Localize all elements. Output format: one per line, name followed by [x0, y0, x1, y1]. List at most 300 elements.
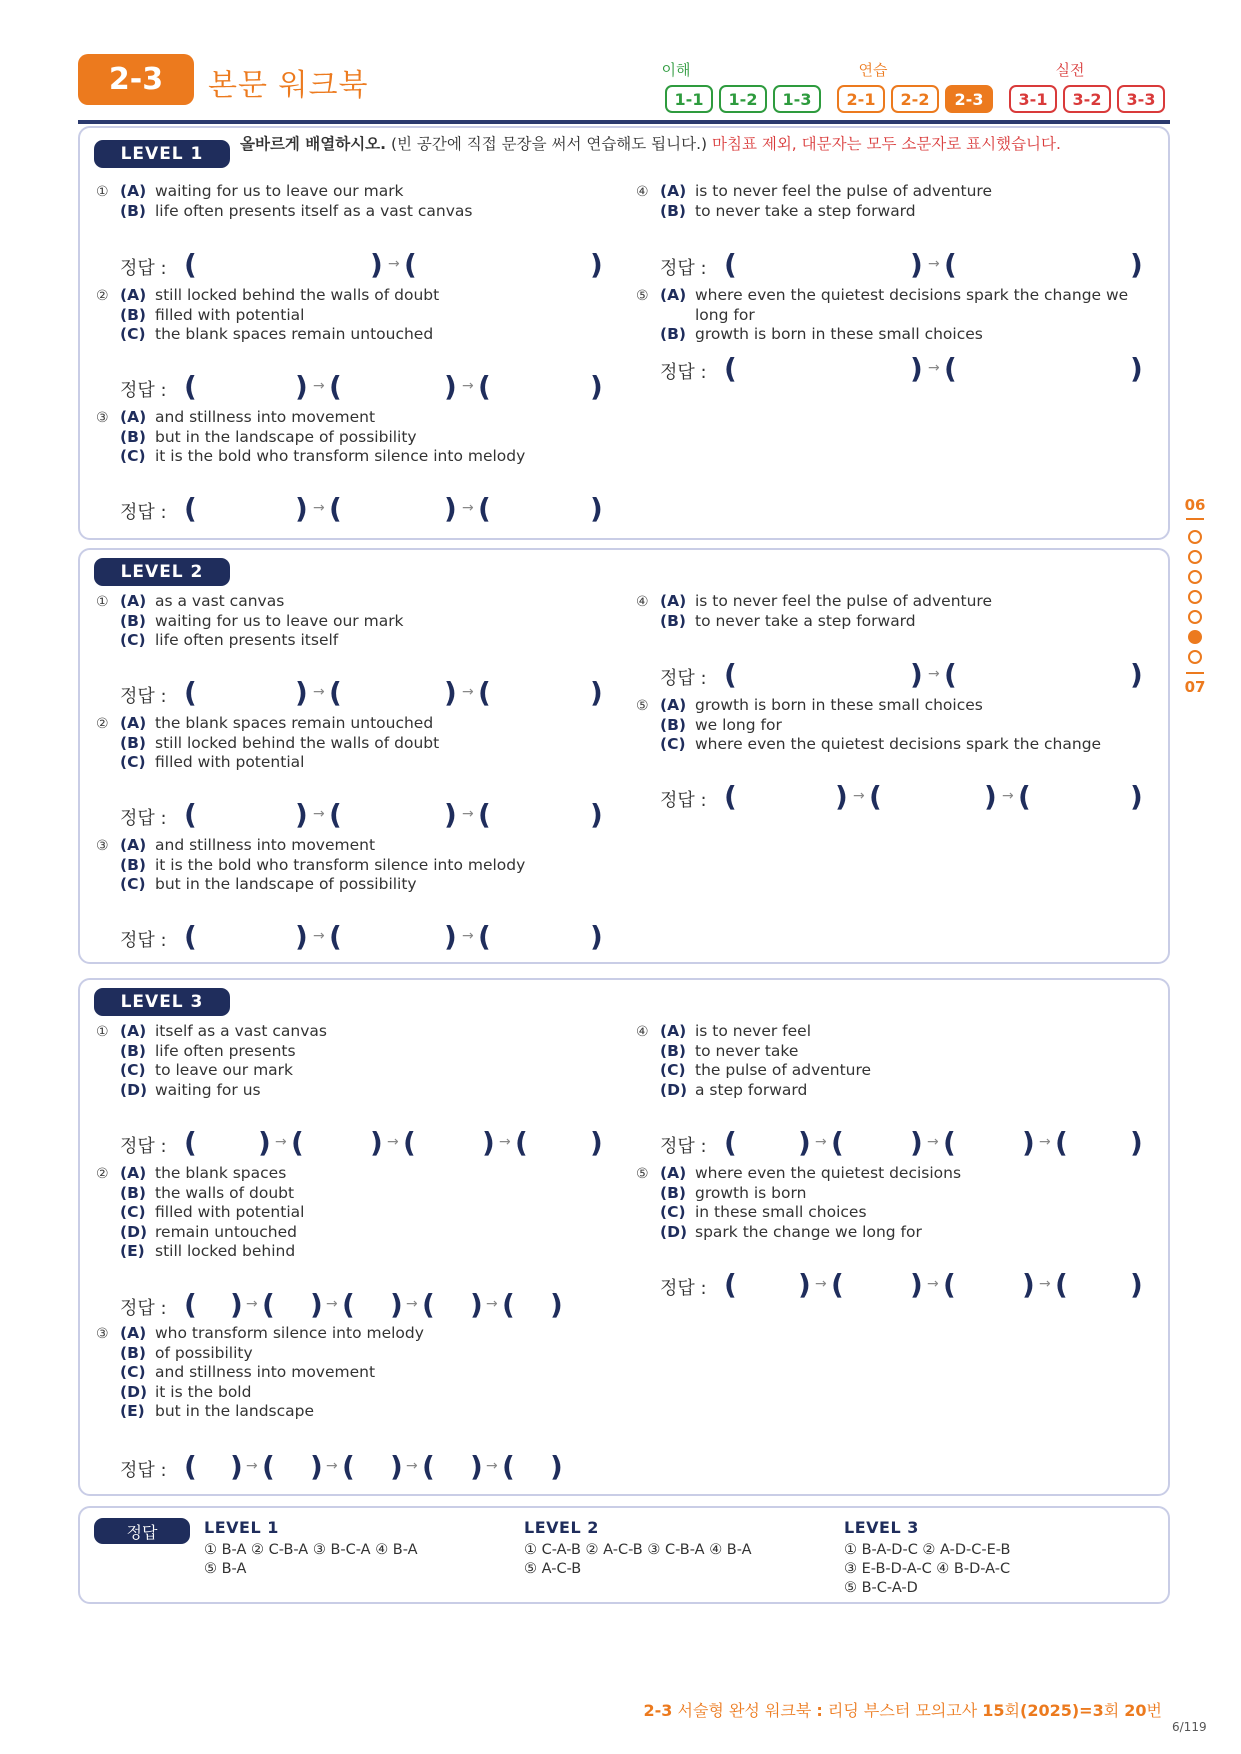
option-label: (C) [120, 1061, 146, 1079]
close-paren: ) [258, 1126, 271, 1159]
close-paren: ) [798, 1126, 811, 1159]
answer-label: 정답 : [660, 1136, 707, 1157]
option-text: it is the bold who transform silence into melody [155, 447, 526, 465]
question-number: ③ [96, 838, 109, 854]
tab-1-3[interactable]: 1-3 [773, 85, 821, 113]
close-paren: ) [590, 248, 603, 281]
tab-3-2[interactable]: 3-2 [1063, 85, 1111, 113]
option-text: to never take a step forward [695, 201, 916, 220]
option-text: but in the landscape of possibility [155, 427, 417, 446]
option-label: (B) [660, 325, 686, 343]
option-text: life often presents [155, 1041, 296, 1060]
option-text: is to never feel the pulse of adventure [695, 182, 993, 200]
arrow-icon: → [313, 500, 325, 516]
arrow-icon: → [313, 378, 325, 394]
question-number: ④ [636, 594, 649, 610]
question-number: ② [96, 288, 109, 304]
answer-key-line: ⑤ B-C-A-D [844, 1580, 918, 1596]
answer-label: 정답 : [660, 668, 707, 689]
close-paren: ) [470, 1450, 483, 1483]
arrow-icon: → [928, 360, 940, 376]
open-paren: ( [478, 492, 491, 525]
footer-section: 2-3 [643, 1701, 673, 1720]
answer-key-line: ① B-A-D-C ② A-D-C-E-B [844, 1542, 1011, 1558]
level-3-answer-3[interactable] [120, 1450, 580, 1484]
tab-2-2[interactable]: 2-2 [891, 85, 939, 113]
tab-2-3[interactable]: 2-3 [945, 85, 993, 113]
option-text: and stillness into movement [155, 1363, 376, 1381]
open-paren: ( [478, 920, 491, 953]
side-nav-divider [1186, 518, 1204, 520]
question-number: ② [96, 716, 109, 732]
level-3-answer-1[interactable] [120, 1126, 603, 1160]
option-text: filled with potential [155, 753, 305, 771]
open-paren: ( [724, 1126, 737, 1159]
close-paren: ) [590, 676, 603, 709]
option-text: and stillness into movement [155, 836, 376, 854]
option-text: waiting for us [155, 1080, 261, 1099]
option-text: still locked behind [155, 1242, 296, 1260]
close-paren: ) [1130, 1268, 1143, 1301]
close-paren: ) [444, 798, 457, 831]
category-label-real: 실전 [1055, 61, 1085, 79]
option-label: (C) [120, 1363, 146, 1381]
level-3-answer-5[interactable] [660, 1268, 1143, 1302]
answer-key-level-3 [844, 1518, 1144, 1598]
answer-label: 정답 : [120, 808, 167, 829]
close-paren: ) [910, 1126, 923, 1159]
option-label: (B) [120, 201, 146, 220]
answer-key-section [78, 1506, 1170, 1604]
close-paren: ) [295, 798, 308, 831]
option-text: who transform silence into melody [155, 1324, 424, 1342]
open-paren: ( [502, 1288, 515, 1321]
option-text: but in the landscape [155, 1402, 315, 1420]
level-1-answer-1[interactable] [120, 248, 603, 282]
level-3-badge: LEVEL 3 [94, 988, 230, 1016]
open-paren: ( [422, 1450, 435, 1483]
open-paren: ( [943, 1126, 956, 1159]
arrow-icon: → [486, 1458, 498, 1474]
open-paren: ( [184, 798, 197, 831]
option-label: (A) [120, 592, 147, 610]
progress-dot[interactable] [1188, 530, 1202, 544]
open-paren: ( [831, 1126, 844, 1159]
tab-2-1[interactable]: 2-1 [837, 85, 885, 113]
open-paren: ( [342, 1450, 355, 1483]
option-text: growth is born in these small choices [695, 696, 983, 714]
level-3-answer-2[interactable] [120, 1288, 580, 1322]
option-label: (D) [660, 1080, 688, 1099]
question-number: ④ [636, 184, 649, 200]
option-label: (C) [660, 735, 686, 753]
level-1-answer-5[interactable] [660, 352, 1143, 386]
tab-1-2[interactable]: 1-2 [719, 85, 767, 113]
open-paren: ( [478, 370, 491, 403]
option-label: (A) [120, 1164, 147, 1182]
tab-1-1[interactable]: 1-1 [665, 85, 713, 113]
progress-dot[interactable] [1188, 610, 1202, 624]
option-label: (A) [120, 286, 147, 304]
footer-question-number: 20 [1124, 1701, 1147, 1720]
progress-dot-current[interactable] [1188, 630, 1202, 644]
footer-question-suffix: 번 [1146, 1701, 1162, 1720]
open-paren: ( [515, 1126, 528, 1159]
close-paren: ) [1022, 1268, 1035, 1301]
answer-key-line: ⑤ A-C-B [524, 1561, 582, 1577]
answer-label: 정답 : [120, 1298, 167, 1319]
open-paren: ( [724, 658, 737, 691]
option-label: (D) [120, 1222, 148, 1241]
close-paren: ) [798, 1268, 811, 1301]
close-paren: ) [482, 1126, 495, 1159]
option-text: life often presents itself [155, 631, 339, 649]
option-label: (B) [120, 855, 146, 874]
open-paren: ( [329, 920, 342, 953]
option-text: still locked behind the walls of doubt [155, 733, 440, 752]
tab-3-1[interactable]: 3-1 [1009, 85, 1057, 113]
close-paren: ) [550, 1288, 563, 1321]
close-paren: ) [444, 492, 457, 525]
option-text: and stillness into movement [155, 408, 376, 426]
close-paren: ) [590, 370, 603, 403]
close-paren: ) [590, 1126, 603, 1159]
close-paren: ) [1130, 780, 1143, 813]
arrow-icon: → [387, 1134, 399, 1150]
option-text: the walls of doubt [155, 1183, 295, 1202]
answer-label: 정답 : [120, 1136, 167, 1157]
answer-label: 정답 : [120, 258, 167, 279]
open-paren: ( [869, 780, 882, 813]
answer-key-line: ① C-A-B ② A-C-B ③ C-B-A ④ B-A [524, 1542, 752, 1558]
footer-round: 15 [982, 1701, 1005, 1720]
option-text: in these small choices [695, 1203, 867, 1221]
open-paren: ( [724, 780, 737, 813]
answer-label: 정답 : [120, 380, 167, 401]
option-label: (A) [660, 1022, 687, 1040]
level-3-section [78, 978, 1170, 1496]
option-text: waiting for us to leave our mark [155, 611, 404, 630]
level-1-answer-2[interactable] [120, 370, 603, 404]
open-paren: ( [1055, 1126, 1068, 1159]
arrow-icon: → [313, 684, 325, 700]
close-paren: ) [295, 492, 308, 525]
open-paren: ( [724, 352, 737, 385]
close-paren: ) [470, 1288, 483, 1321]
level-2-answer-3[interactable] [120, 920, 603, 954]
answer-key-badge: 정답 [94, 1518, 190, 1544]
option-label: (B) [120, 1041, 146, 1060]
option-text: to never take [695, 1041, 799, 1060]
answer-label: 정답 : [120, 1460, 167, 1481]
option-text-continued: long for [695, 305, 755, 324]
open-paren: ( [403, 1126, 416, 1159]
close-paren: ) [590, 798, 603, 831]
option-label: (A) [660, 286, 687, 304]
close-paren: ) [444, 676, 457, 709]
question-number: ⑤ [636, 698, 649, 714]
close-paren: ) [910, 1268, 923, 1301]
arrow-icon: → [406, 1296, 418, 1312]
level-1-answer-3[interactable] [120, 492, 603, 526]
answer-key-title: LEVEL 1 [204, 1518, 279, 1537]
open-paren: ( [1018, 780, 1031, 813]
arrow-icon: → [927, 1276, 939, 1292]
answer-label: 정답 : [660, 258, 707, 279]
close-paren: ) [295, 676, 308, 709]
arrow-icon: → [406, 1458, 418, 1474]
page-header [78, 54, 1170, 124]
option-text: we long for [695, 715, 782, 734]
option-label: (A) [660, 1164, 687, 1182]
question-number: ③ [96, 410, 109, 426]
question-number: ② [96, 1166, 109, 1182]
arrow-icon: → [486, 1296, 498, 1312]
option-text: where even the quietest decisions spark the change [695, 735, 1102, 753]
progress-dot[interactable] [1188, 650, 1202, 664]
option-text: is to never feel [695, 1022, 812, 1040]
question-number: ⑤ [636, 288, 649, 304]
option-text: it is the bold [155, 1382, 252, 1401]
arrow-icon: → [462, 806, 474, 822]
answer-key-title: LEVEL 3 [844, 1518, 919, 1537]
arrow-icon: → [1002, 788, 1014, 804]
level-2-answer-2[interactable] [120, 798, 603, 832]
question-number: ③ [96, 1326, 109, 1342]
footer-source: 리딩 부스터 모의고사 [822, 1701, 983, 1720]
arrow-icon: → [462, 378, 474, 394]
option-text: filled with potential [155, 305, 305, 324]
option-label: (B) [120, 305, 146, 324]
option-label: (D) [120, 1382, 148, 1401]
level-2-answer-1[interactable] [120, 676, 603, 710]
option-label: (A) [120, 1324, 147, 1342]
option-text: the pulse of adventure [695, 1061, 872, 1079]
option-label: (A) [660, 696, 687, 714]
option-text: filled with potential [155, 1203, 305, 1221]
option-label: (E) [120, 1402, 145, 1420]
question-number: ④ [636, 1024, 649, 1040]
option-label: (B) [660, 1041, 686, 1060]
open-paren: ( [724, 1268, 737, 1301]
option-text: the blank spaces [155, 1164, 287, 1182]
arrow-icon: → [1039, 1134, 1051, 1150]
open-paren: ( [329, 798, 342, 831]
option-text: but in the landscape of possibility [155, 875, 417, 893]
close-paren: ) [1130, 248, 1143, 281]
open-paren: ( [184, 370, 197, 403]
option-label: (A) [660, 592, 687, 610]
level-2-answer-4[interactable] [660, 658, 1143, 692]
answer-label: 정답 : [660, 1278, 707, 1299]
arrow-icon: → [246, 1296, 258, 1312]
arrow-icon: → [499, 1134, 511, 1150]
close-paren: ) [550, 1450, 563, 1483]
level-1-section [78, 126, 1170, 540]
level-1-instruction [240, 134, 1160, 154]
category-label-practice: 연습 [858, 61, 888, 79]
category-label-understanding: 이해 [661, 61, 691, 79]
option-label: (A) [120, 836, 147, 854]
close-paren: ) [390, 1288, 403, 1321]
close-paren: ) [370, 1126, 383, 1159]
close-paren: ) [295, 370, 308, 403]
arrow-icon: → [326, 1458, 338, 1474]
close-paren: ) [1022, 1126, 1035, 1159]
close-paren: ) [984, 780, 997, 813]
open-paren: ( [944, 658, 957, 691]
open-paren: ( [944, 248, 957, 281]
page-title: 본문 워크북 [208, 68, 369, 103]
close-paren: ) [910, 248, 923, 281]
arrow-icon: → [928, 256, 940, 272]
close-paren: ) [444, 370, 457, 403]
arrow-icon: → [462, 928, 474, 944]
option-label: (B) [660, 611, 686, 630]
level-2-badge: LEVEL 2 [94, 558, 230, 586]
answer-label: 정답 : [120, 686, 167, 707]
arrow-icon: → [815, 1276, 827, 1292]
option-text: the blank spaces remain untouched [155, 714, 434, 732]
answer-key-title: LEVEL 2 [524, 1518, 599, 1537]
level-1-badge: LEVEL 1 [94, 140, 230, 168]
progress-dot[interactable] [1188, 590, 1202, 604]
open-paren: ( [329, 370, 342, 403]
option-text: life often presents itself as a vast canvas [155, 201, 473, 220]
close-paren: ) [310, 1450, 323, 1483]
arrow-icon: → [275, 1134, 287, 1150]
arrow-icon: → [462, 500, 474, 516]
option-text: as a vast canvas [155, 592, 285, 610]
option-label: (A) [120, 714, 147, 732]
option-label: (C) [660, 1203, 686, 1221]
page-footer [400, 1698, 1162, 1721]
section-badge: 2-3 [78, 54, 194, 105]
arrow-icon: → [928, 666, 940, 682]
option-text: to leave our mark [155, 1061, 294, 1079]
option-label: (C) [120, 753, 146, 771]
option-label: (B) [120, 427, 146, 446]
open-paren: ( [944, 352, 957, 385]
option-text: growth is born in these small choices [695, 325, 983, 343]
open-paren: ( [422, 1288, 435, 1321]
option-text: spark the change we long for [695, 1222, 922, 1241]
option-label: (B) [120, 1183, 146, 1202]
close-paren: ) [1130, 1126, 1143, 1159]
close-paren: ) [230, 1450, 243, 1483]
arrow-icon: → [326, 1296, 338, 1312]
close-paren: ) [910, 352, 923, 385]
option-label: (C) [120, 631, 146, 649]
option-text: a step forward [695, 1080, 808, 1099]
open-paren: ( [329, 676, 342, 709]
option-text: it is the bold who transform silence into melody [155, 855, 526, 874]
option-label: (C) [660, 1061, 686, 1079]
option-label: (E) [120, 1242, 145, 1260]
open-paren: ( [329, 492, 342, 525]
option-label: (C) [120, 875, 146, 893]
arrow-icon: → [246, 1458, 258, 1474]
arrow-icon: → [1039, 1276, 1051, 1292]
open-paren: ( [262, 1288, 275, 1321]
answer-label: 정답 : [660, 362, 707, 383]
close-paren: ) [230, 1288, 243, 1321]
side-progress-nav [1180, 496, 1210, 696]
question-number: ① [96, 1024, 109, 1040]
open-paren: ( [478, 798, 491, 831]
open-paren: ( [184, 1288, 197, 1321]
answer-key-level-2 [524, 1518, 824, 1579]
answer-label: 정답 : [120, 930, 167, 951]
option-text: growth is born [695, 1183, 807, 1202]
close-paren: ) [310, 1288, 323, 1321]
arrow-icon: → [853, 788, 865, 804]
footer-colon: : [816, 1701, 823, 1720]
option-text: itself as a vast canvas [155, 1022, 327, 1040]
option-text: where even the quietest decisions [695, 1164, 962, 1182]
close-paren: ) [295, 920, 308, 953]
option-text: waiting for us to leave our mark [155, 182, 404, 200]
footer-year: (2025)=3 [1020, 1701, 1104, 1720]
footer-book-title: 서술형 완성 워크북 [672, 1701, 817, 1720]
option-label: (D) [120, 1080, 148, 1099]
close-paren: ) [910, 658, 923, 691]
progress-dot[interactable] [1188, 570, 1202, 584]
arrow-icon: → [815, 1134, 827, 1150]
instruction-note: 마침표 제외, 대문자는 모두 소문자로 표시했습니다. [707, 135, 1061, 153]
close-paren: ) [1130, 658, 1143, 691]
open-paren: ( [184, 492, 197, 525]
close-paren: ) [370, 248, 383, 281]
close-paren: ) [390, 1450, 403, 1483]
footer-year-suffix: 회 [1103, 1701, 1125, 1720]
level-3-answer-4[interactable] [660, 1126, 1143, 1160]
option-label: (B) [660, 1183, 686, 1202]
option-label: (B) [660, 715, 686, 734]
tab-3-3[interactable]: 3-3 [1117, 85, 1165, 113]
option-text: the blank spaces remain untouched [155, 325, 434, 343]
option-label: (B) [660, 201, 686, 220]
arrow-icon: → [313, 928, 325, 944]
open-paren: ( [184, 248, 197, 281]
progress-dot[interactable] [1188, 550, 1202, 564]
arrow-icon: → [313, 806, 325, 822]
option-label: (B) [120, 611, 146, 630]
close-paren: ) [835, 780, 848, 813]
open-paren: ( [291, 1126, 304, 1159]
level-2-answer-5[interactable] [660, 780, 1143, 814]
side-nav-divider [1186, 672, 1204, 674]
page-number: 6/119 [1172, 1720, 1207, 1734]
close-paren: ) [590, 492, 603, 525]
answer-label: 정답 : [660, 790, 707, 811]
option-label: (B) [120, 733, 146, 752]
option-label: (A) [120, 182, 147, 200]
level-2-section [78, 548, 1170, 964]
answer-key-line: ① B-A ② C-B-A ③ B-C-A ④ B-A [204, 1542, 418, 1558]
close-paren: ) [1130, 352, 1143, 385]
level-1-answer-4[interactable] [660, 248, 1143, 282]
answer-key-line: ⑤ B-A [204, 1561, 247, 1577]
open-paren: ( [943, 1268, 956, 1301]
option-text: still locked behind the walls of doubt [155, 286, 440, 304]
open-paren: ( [184, 1450, 197, 1483]
arrow-icon: → [388, 256, 400, 272]
open-paren: ( [262, 1450, 275, 1483]
footer-round-suffix: 회 [1004, 1701, 1021, 1720]
open-paren: ( [502, 1450, 515, 1483]
open-paren: ( [404, 248, 417, 281]
